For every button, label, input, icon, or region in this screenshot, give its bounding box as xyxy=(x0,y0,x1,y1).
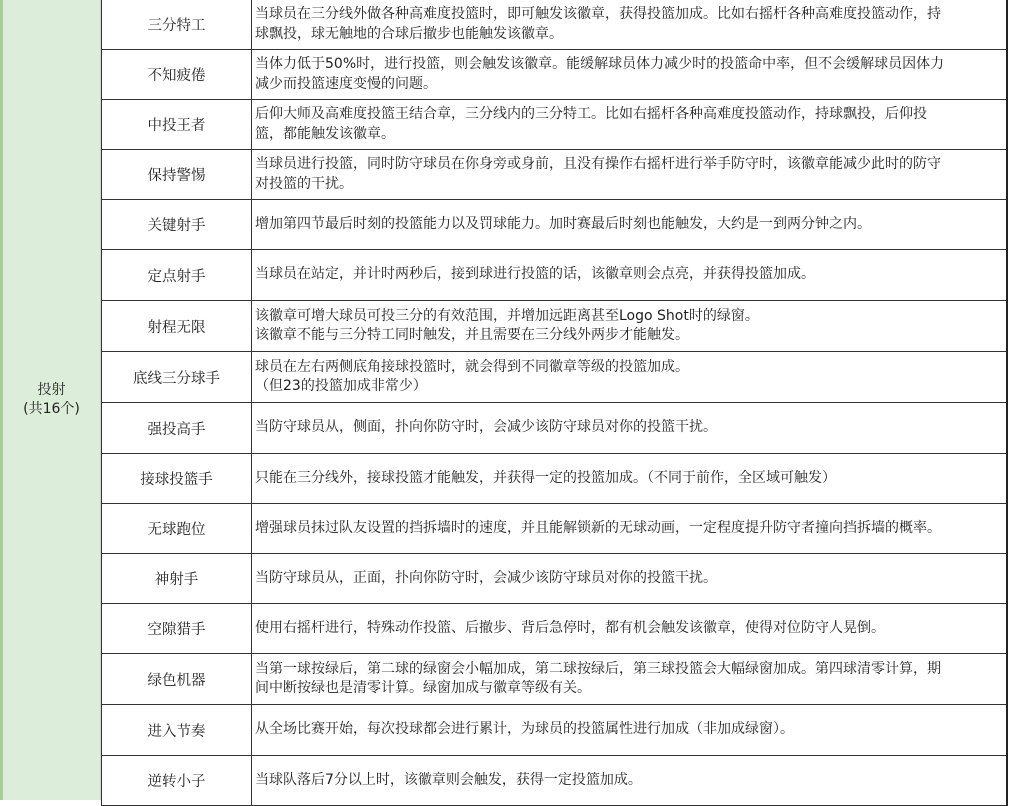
badge-name: 强投高手 xyxy=(101,403,252,453)
description-line: 当球队落后7分以上时，该徽章则会触发，获得一定投篮加成。 xyxy=(255,771,642,788)
badge-description xyxy=(252,504,1006,553)
badge-description xyxy=(252,352,1006,402)
description-line: 只能在三分线外，接球投篮才能触发，并获得一定的投篮加成。（不同于前作，全区域可触发） xyxy=(255,469,836,486)
badge-description xyxy=(252,604,1006,653)
table-row xyxy=(101,50,1006,100)
description-line: 从全场比赛开始，每次投球都会进行累计，为球员的投篮属性进行加成（非加成绿窗）。 xyxy=(255,721,794,738)
description-line: 对投篮的干扰。 xyxy=(255,175,353,192)
table-row xyxy=(101,100,1006,150)
table-row xyxy=(101,301,1006,352)
badge-name: 绿色机器 xyxy=(101,654,252,704)
description-line: 间中断按绿也是清零计算。绿窗加成与徽章等级有关。 xyxy=(255,680,591,696)
badge-name: 中投王者 xyxy=(101,100,252,149)
badge-name: 底线三分球手 xyxy=(101,352,252,402)
table-row xyxy=(101,403,1006,454)
description-line: 篮，都能触发该徽章。 xyxy=(255,125,395,142)
category-label: 投射 xyxy=(37,382,66,398)
description-line: （但23的投篮加成非常少） xyxy=(255,378,427,394)
badge-description xyxy=(252,100,1006,149)
description-line: 后仰大师及高难度投篮王结合章，三分线内的三分特工。比如右摇杆各种高难度投篮动作，持球飘投，后仰投 xyxy=(255,106,927,122)
badge-description xyxy=(252,554,1006,603)
description-line: 增加第四节最后时刻的投篮能力以及罚球能力。加时赛最后时刻也能触发，大约是一到两分钟之内。 xyxy=(255,215,871,232)
description-line: 当球员在站定，并计时两秒后，接到球进行投篮的话，该徽章则会点亮，并获得投篮加成。 xyxy=(255,266,815,283)
description-line: 当防守球员从，侧面，扑向你防守时，会减少该防守球员对你的投篮干扰。 xyxy=(255,419,717,436)
table-row xyxy=(101,554,1006,604)
badge-name: 关键射手 xyxy=(101,200,252,249)
table-row xyxy=(101,352,1006,403)
table-row xyxy=(101,200,1006,250)
description-line: 当球员进行投篮，同时防守球员在你身旁或身前，且没有操作右摇杆进行举手防守时，该徽章能减少此时的防守 xyxy=(255,156,941,172)
badge-name: 进入节奏 xyxy=(101,705,252,755)
badge-description xyxy=(252,301,1006,351)
table-row xyxy=(101,654,1006,705)
badge-description xyxy=(252,200,1006,249)
table-row xyxy=(101,454,1006,504)
table-row xyxy=(101,250,1006,301)
category-cell xyxy=(0,0,101,800)
badge-description xyxy=(252,50,1006,99)
badge-description xyxy=(252,454,1006,503)
badge-name: 神射手 xyxy=(101,554,252,603)
description-line: 增强球员抹过队友设置的挡拆墙时的速度，并且能解锁新的无球动画，一定程度提升防守者撞向挡拆墙的概率。 xyxy=(255,519,941,536)
badge-name: 逆转小子 xyxy=(101,756,252,805)
table-row xyxy=(101,705,1006,756)
category-count: (共16个) xyxy=(23,401,80,417)
description-line: 球员在左右两侧底角接球投篮时，就会得到不同徽章等级的投篮加成。 xyxy=(255,358,689,375)
table-row xyxy=(101,0,1006,50)
description-line: 球飘投，球无触地的合球后撤步也能触发该徽章。 xyxy=(255,25,563,42)
description-line: 该徽章可增大球员可投三分的有效范围，并增加远距离甚至Logo Shot时的绿窗。 xyxy=(255,307,759,324)
badge-description xyxy=(252,654,1006,704)
badge-name: 射程无限 xyxy=(101,301,252,351)
table-row xyxy=(101,150,1006,200)
badge-description xyxy=(252,403,1006,453)
description-line: 使用右摇杆进行，特殊动作投篮、后撤步、背后急停时，都有机会触发该徽章，使得对位防守人晃倒。 xyxy=(255,619,885,636)
badge-description xyxy=(252,0,1006,49)
badge-description xyxy=(252,250,1006,300)
badge-table xyxy=(101,0,1008,806)
badge-name: 定点射手 xyxy=(101,250,252,300)
badge-description xyxy=(252,705,1006,755)
table-row xyxy=(101,604,1006,654)
badge-name: 三分特工 xyxy=(101,0,252,49)
badge-name: 空隙猎手 xyxy=(101,604,252,653)
description-line: 当球员在三分线外做各种高难度投篮时，即可触发该徽章，获得投篮加成。比如右摇杆各种高难度投篮动作，持 xyxy=(255,6,941,22)
badge-description xyxy=(252,756,1006,805)
description-line: 该徽章不能与三分特工同时触发，并且需要在三分线外两步才能触发。 xyxy=(255,327,689,343)
badge-name: 不知疲倦 xyxy=(101,50,252,99)
badge-description xyxy=(252,150,1006,199)
table-row xyxy=(101,756,1006,806)
description-line: 减少而投篮速度变慢的问题。 xyxy=(255,75,437,92)
description-line: 当防守球员从，正面，扑向你防守时，会减少该防守球员对你的投篮干扰。 xyxy=(255,569,717,586)
description-line: 当第一球按绿后，第二球的绿窗会小幅加成，第二球按绿后，第三球投篮会大幅绿窗加成。第四球清零计算，期 xyxy=(255,660,941,677)
description-line: 当体力低于50%时，进行投篮，则会触发该徽章。能缓解球员体力减少时的投篮命中率，但不会缓解球员因体力 xyxy=(255,56,945,72)
badge-name: 接球投篮手 xyxy=(101,454,252,503)
badge-name: 保持警惕 xyxy=(101,150,252,199)
table-row xyxy=(101,504,1006,554)
badge-name: 无球跑位 xyxy=(101,504,252,553)
